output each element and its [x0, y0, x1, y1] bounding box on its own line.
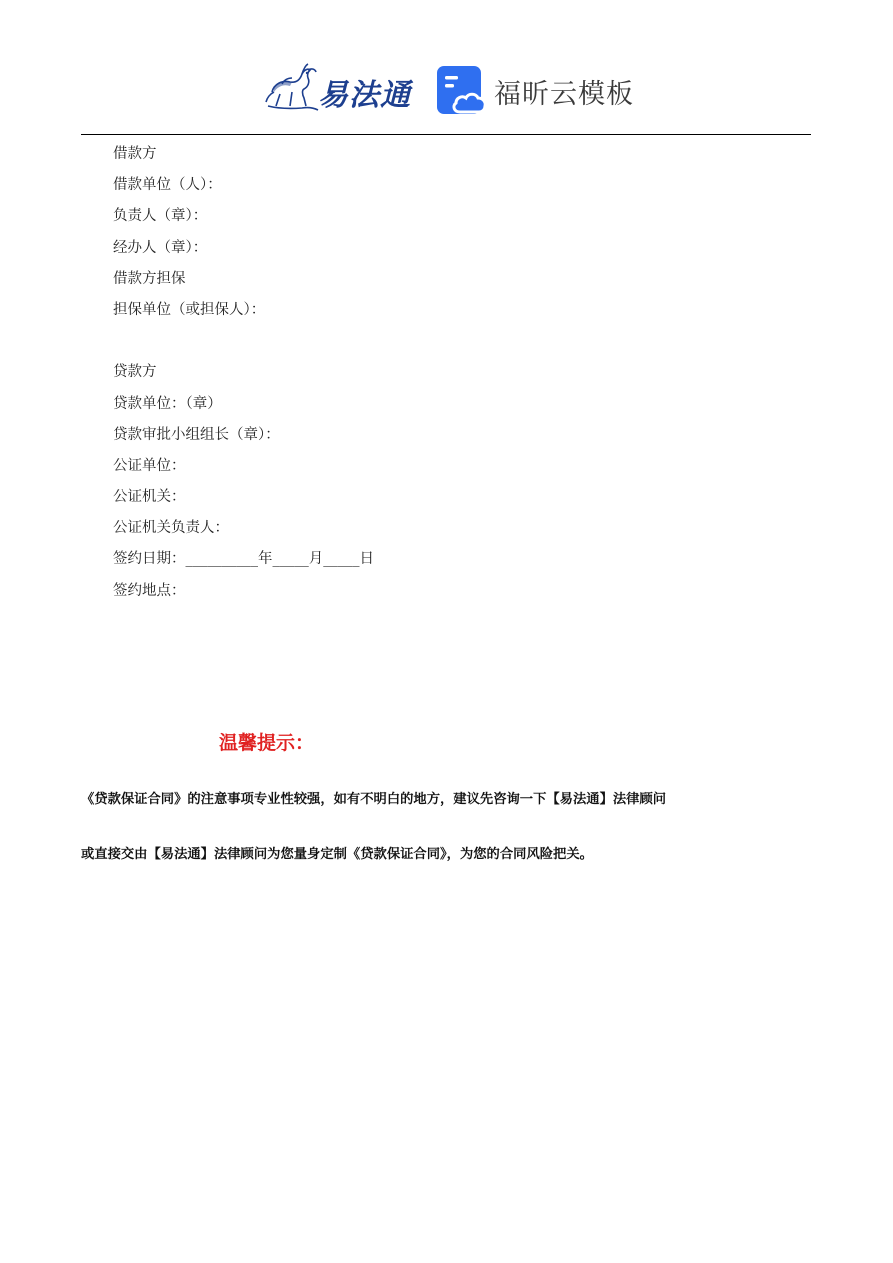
- cloud-document-icon: [436, 64, 488, 118]
- notary-office-field: 公证机关：: [113, 489, 186, 506]
- horse-emblem-icon: [262, 62, 322, 118]
- approval-leader-field: 贷款审批小组组长（章）：: [113, 426, 280, 443]
- signing-date-field: 签约日期：__________年_____月_____日: [113, 551, 374, 568]
- logo1-text: 易法通: [318, 78, 411, 113]
- borrower-handler-field: 经办人（章）：: [113, 239, 208, 256]
- tip-line-1: 《贷款保证合同》的注意事项专业性较强，如有不明白的地方，建议先咨询一下【易法通】法律顾问: [81, 792, 667, 807]
- tip-title: 温馨提示：: [219, 732, 315, 754]
- header-divider: [81, 134, 811, 135]
- tip-line-2: 或直接交由【易法通】法律顾问为您量身定制《贷款保证合同》，为您的合同风险把关。: [81, 847, 593, 862]
- guarantor-unit-field: 担保单位（或担保人）：: [113, 301, 266, 318]
- notary-principal-field: 公证机关负责人：: [113, 520, 229, 537]
- fuxin-cloud-template-logo: [436, 64, 636, 118]
- signing-place-field: 签约地点：: [113, 582, 186, 599]
- logo2-text: 福昕云模板: [494, 79, 634, 110]
- signature-fields: [113, 143, 374, 611]
- borrower-guarantee-heading: 借款方担保: [113, 270, 186, 287]
- borrower-principal-field: 负责人（章）：: [113, 208, 208, 225]
- borrower-heading: 借款方: [113, 146, 157, 162]
- lender-heading: 贷款方: [113, 364, 157, 381]
- yifatong-logo: [262, 62, 412, 118]
- lender-unit-field: 贷款单位：（章）: [113, 395, 222, 412]
- borrower-unit-field: 借款单位（人）：: [113, 177, 222, 194]
- page-header: [0, 0, 893, 136]
- notary-unit-field: 公证单位：: [113, 457, 186, 474]
